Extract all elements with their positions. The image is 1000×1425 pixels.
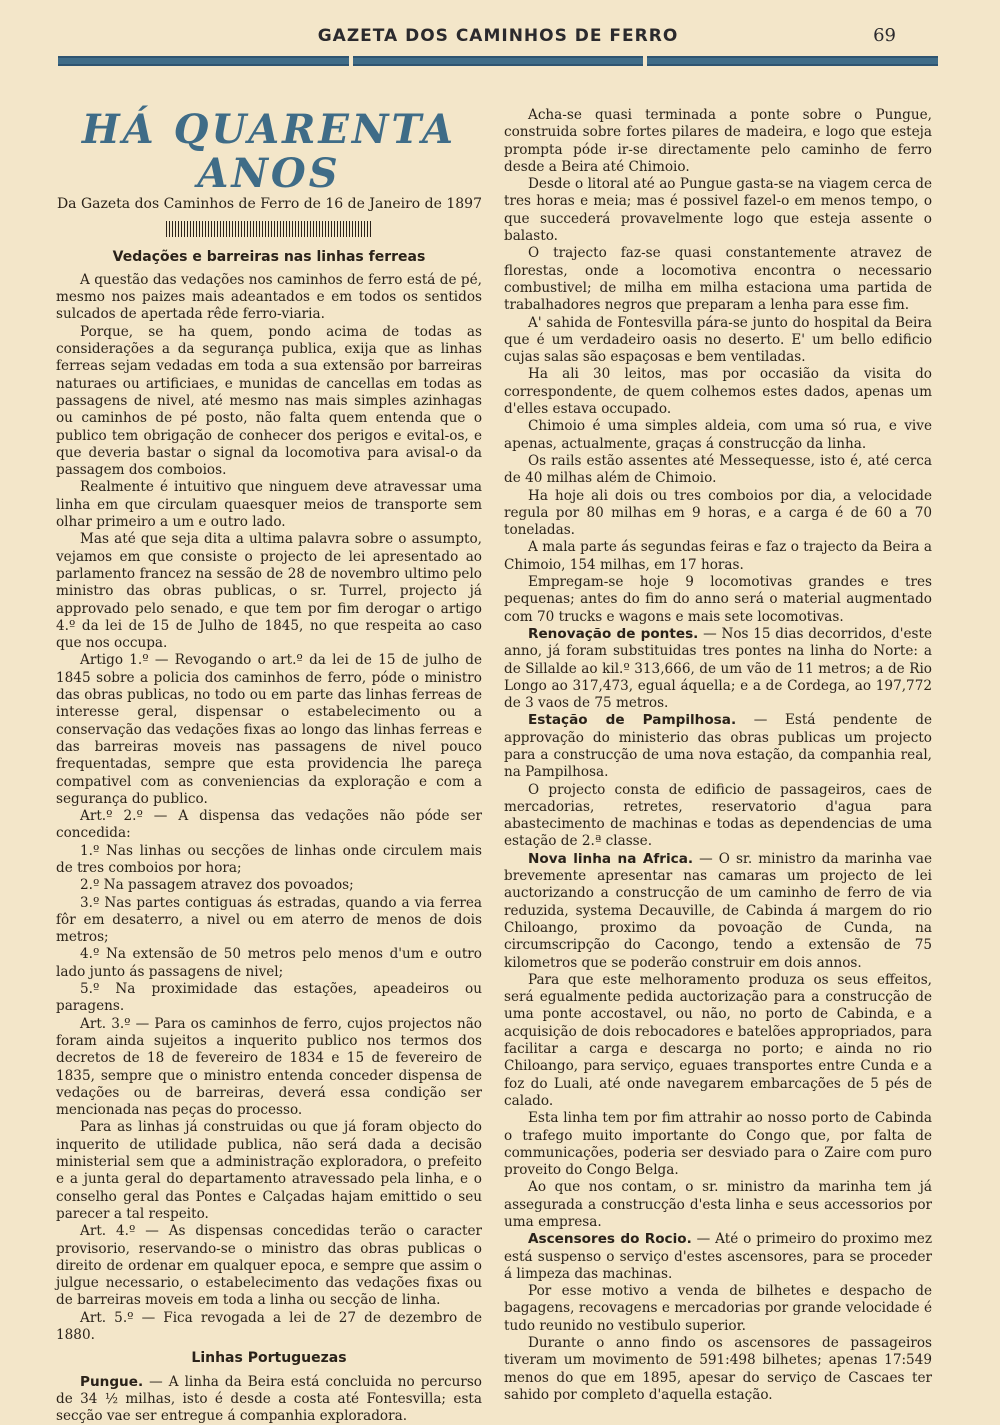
text-estacao: — Está pendente de approvação do ministerio das obras publicas um projecto para a construcção de uma nova estação, da companhia real, na Pampilhosa. xyxy=(504,712,932,781)
paragraph: A' sahida de Fontesvilla pára-se junto do hospital da Beira que é um verdadeiro oasis no deserto. E' um bello edificio cujas salas são espaçosas e bem ventiladas. xyxy=(504,314,932,366)
paragraph: Mas até que seja dita a ultima palavra sobre o assumpto, vejamos em que consiste o projecto de lei apresentado ao parlamento francez na sessão de 28 de novembro ultimo pelo ministro das obras publicas, o sr. Turrel, projecto já approvado pelo senado, e que tem por fim derogar o artigo 4.º da lei de 15 de Julho de 1845, no que respeita ao caso que nos occupa. xyxy=(56,531,482,652)
paragraph: Porque, se ha quem, pondo acima de todas as considerações a da segurança publica, exija que as linhas ferreas sejam vedadas em toda a sua extensão por barreiras naturaes ou artificiaes, e munidas de cancellas em todas as passagens de nivel, até mesmo nas mais simples azinhagas ou caminhos de pé posto, não falta quem entenda que o publico tem obrigação de conhecer dos perigos e evital-os, e que deveria bastar o signal da locomotiva para avisal-o da passagem dos comboios. xyxy=(56,323,482,479)
left-column xyxy=(56,100,482,1425)
paragraph-estacao-2: O projecto consta de edificio de passageiros, caes de mercadorias, retretes, reservatorio d'agua para abastecimento de machinas e todas as dependencias de uma estação de 2.ª classe. xyxy=(504,781,932,850)
paragraph-africa xyxy=(504,851,932,972)
right-paragraphs-c xyxy=(504,1283,932,1404)
paragraph: Art. 3.º — Para os caminhos de ferro, cujos projectos não foram ainda sujeitos a inquerito publico nos termos dos decretos de 18 de fevereiro de 1834 e 15 de fevereiro de 1835, sempre que o ministro entenda conceder dispensa de vedações ou de barreiras, deverá essa condição ser mencionada nas peças do processo. xyxy=(56,1015,482,1119)
paragraph: Art.º 2.º — A dispensa das vedações não póde ser concedida: xyxy=(56,808,482,842)
paragraph-estacao xyxy=(504,712,932,781)
paragraph: Empregam-se hoje 9 locomotivas grandes e tres pequenas; antes do fim do anno será o material augmentado com 70 trucks e wagons e mais sete locomotivas. xyxy=(504,574,932,625)
text-renovacao: — Nos 15 dias decorridos, d'este anno, já foram substituidas tres pontes na linha do Norte: a de Sillalde ao kil.º 313,666, de um vão de 11 metros; a de Rio Longo ao 317,473, egual áquella; e a de Cordega, ao 197,772 de 3 vaos de 75 metros. xyxy=(504,625,932,712)
paragraph: Esta linha tem por fim attrahir ao nosso porto de Cabinda o trafego muito importante do Congo que, por falta de communicações, poderia ser desviado para o Zaire com puro proveito do Congo Belga. xyxy=(504,1110,932,1179)
text-rocio: — Até o primeiro do proximo mez está suspenso o serviço d'estes ascensores, para se proceder á limpeza das machinas. xyxy=(504,1231,932,1282)
paragraph-pungue xyxy=(56,1374,482,1425)
page-number: 69 xyxy=(873,25,896,46)
paragraph-rocio xyxy=(504,1231,932,1283)
paragraph: Ao que nos contam, o sr. ministro da marinha tem já assegurada a construcção d'esta linha e seus accessorios por uma empresa. xyxy=(504,1179,932,1230)
paragraph: Ha ali 30 leitos, mas por occasião da visita do correspondente, de quem colhemos estes dados, apenas um d'elles estava occupado. xyxy=(504,366,932,418)
right-paragraphs-a xyxy=(504,107,932,626)
paragraph: Os rails estão assentes até Messequesse, isto é, até cerca de 40 milhas além de Chimoio. xyxy=(504,452,932,487)
text-africa: — O sr. ministro da marinha vae brevemente apresentar nas camaras um projecto de lei auctorizando a construcção de um caminho de ferro de via reduzida, systema Decauville, de Cabinda á margem do rio Chiloango, proximo da povoação de Cunda, na circumscripção do Cacongo, tendo a extensão de 75 kilometros que se poderão construir em dois annos. xyxy=(504,850,933,971)
paragraph: Realmente é intuitivo que ninguem deve atravessar uma linha em que circulam quaesquer meios de transporte sem olhar primeiro a um e outro lado. xyxy=(56,479,482,531)
paragraph: A questão das vedações nos caminhos de ferro está de pé, mesmo nos paizes mais adeantados e em todos os sentidos sulcados de apertada rêde ferro-viaria. xyxy=(56,271,482,323)
text-pungue: — A linha da Beira está concluida no percurso de 34 ½ milhas, isto é desde a costa até Fontesvilla; esta secção vae ser entregue á companhia exploradora. xyxy=(56,1373,482,1425)
paragraph: Durante o anno findo os ascensores de passageiros tiveram um movimento de 591:498 bilhetes; apenas 17:549 menos do que em 1895, apesar do serviço de Cascaes ter sahido por completo d'aquella estação. xyxy=(504,1335,932,1403)
header-rule xyxy=(58,56,938,68)
article-source: Da Gazeta dos Caminhos de Ferro de 16 de Janeiro de 1897 xyxy=(56,196,482,212)
article-title: HÁ QUARENTA ANOS xyxy=(81,106,457,197)
paragraph-renovacao xyxy=(504,626,932,712)
lead-estacao: Estação de Pampilhosa. xyxy=(528,712,737,729)
page-header xyxy=(58,22,938,52)
lead-renovacao: Renovação de pontes. xyxy=(528,625,699,642)
lead-africa: Nova linha na Africa. xyxy=(528,850,694,867)
paragraph: 4.º Na extensão de 50 metros pelo menos d'um e outro lado junto ás passagens de nivel; xyxy=(56,946,482,980)
paragraph: Art. 5.º — Fica revogada a lei de 27 de dezembro de 1880. xyxy=(56,1309,482,1343)
ornament-divider xyxy=(56,221,482,242)
section-title-vedacoes: Vedações e barreiras nas linhas ferreas xyxy=(112,248,426,265)
paragraph: O trajecto faz-se quasi constantemente atravez de florestas, onde a locomotiva encontra o necessario combustivel; de milha em milha estaciona uma partida de trabalhadores negros que preparam a lenha para esse fim. xyxy=(504,245,932,314)
paragraph: Acha-se quasi terminada a ponte sobre o Pungue, construida sobre fortes pilares de madeira, e logo que esteja prompta póde ir-se directamente pelo caminho de ferro desde a Beira até Chimoio. xyxy=(504,107,932,175)
left-paragraphs xyxy=(56,272,482,1344)
lead-pungue: Pungue. xyxy=(80,1373,144,1390)
paragraph: Artigo 1.º — Revogando o art.º da lei de 15 de julho de 1845 sobre a policia dos caminhos de ferro, póde o ministro das obras publicas, no todo ou em parte das linhas ferreas de interesse geral, dispensar o estabelecimento ou a conservação das vedações fixas ao longo das linhas ferreas e das barreiras moveis nas passagens de nivel pouco frequentadas, sempre que esta providencia lhe pareça compativel com as conveniencias da exploração e com a segurança do publico. xyxy=(56,652,482,807)
section-title-linhas-portuguezas: Linhas Portuguezas xyxy=(191,1350,347,1367)
paragraph: Para que este melhoramento produza os seus effeitos, será egualmente pedida auctorização para a construcção de uma ponte accostavel, ou não, no porto de Cabinda, e a acquisição de dois rebocadores e batelões appropriados, para facilitar a carga e descarga no porto; e ainda no rio Chiloango, para serviço, eguaes transportes entre Cunda e a foz do Luali, até onde navegarem embarcações de 5 pés de calado. xyxy=(504,971,932,1109)
paragraph: 2.º Na passagem atravez dos povoados; xyxy=(80,877,354,894)
lead-rocio: Ascensores do Rocio. xyxy=(528,1231,692,1248)
paragraph: Art. 4.º — As dispensas concedidas terão o caracter provisorio, reservando-se o ministro das obras publicas o direito de ordenar em qualquer epoca, e sempre que assim o julgue necessario, o estabelecimento das vedações fixas ou de barreiras moveis em toda a linha ou secção de linha. xyxy=(56,1223,482,1309)
paragraph: Chimoio é uma simples aldeia, com uma só rua, e vive apenas, actualmente, graças á construcção da linha. xyxy=(504,418,932,452)
paragraph: A mala parte ás segundas feiras e faz o trajecto da Beira a Chimoio, 154 milhas, em 17 horas. xyxy=(504,539,932,573)
paragraph: 5.º Na proximidade das estações, apeadeiros ou paragens. xyxy=(56,981,482,1015)
paragraph: Por esse motivo a venda de bilhetes e despacho de bagagens, recovagens e mercadorias por grande velocidade é tudo reunido no vestibulo superior. xyxy=(504,1283,932,1334)
paragraph: Desde o litoral até ao Pungue gasta-se na viagem cerca de tres horas e meia; mas é possivel fazel-o em menos tempo, o que succederá provavelmente logo que esteja assente o balasto. xyxy=(504,176,932,245)
paragraph: Ha hoje ali dois ou tres comboios por dia, a velocidade regula por 80 milhas em 9 horas, e a carga é de 60 a 70 toneladas. xyxy=(504,487,932,539)
paragraph: 3.º Nas partes contiguas ás estradas, quando a via ferrea fôr em desaterro, a nivel ou em aterro de menos de dois metros; xyxy=(56,894,482,946)
publication-title: GAZETA DOS CAMINHOS DE FERRO xyxy=(317,26,679,46)
paragraph: Para as linhas já construidas ou que já foram objecto do inquerito de utilidade publica, não será dada a decisão ministerial sem que a administração exploradora, o prefeito e a junta geral do departamento atravessado pela linha, e o conselho geral das Pontes e Calçadas hajam emittido o seu parecer a tal respeito. xyxy=(56,1119,482,1222)
right-column xyxy=(504,107,932,1404)
right-paragraphs-b xyxy=(504,972,932,1231)
paragraph: 1.º Nas linhas ou secções de linhas onde circulem mais de tres comboios por hora; xyxy=(56,842,482,876)
